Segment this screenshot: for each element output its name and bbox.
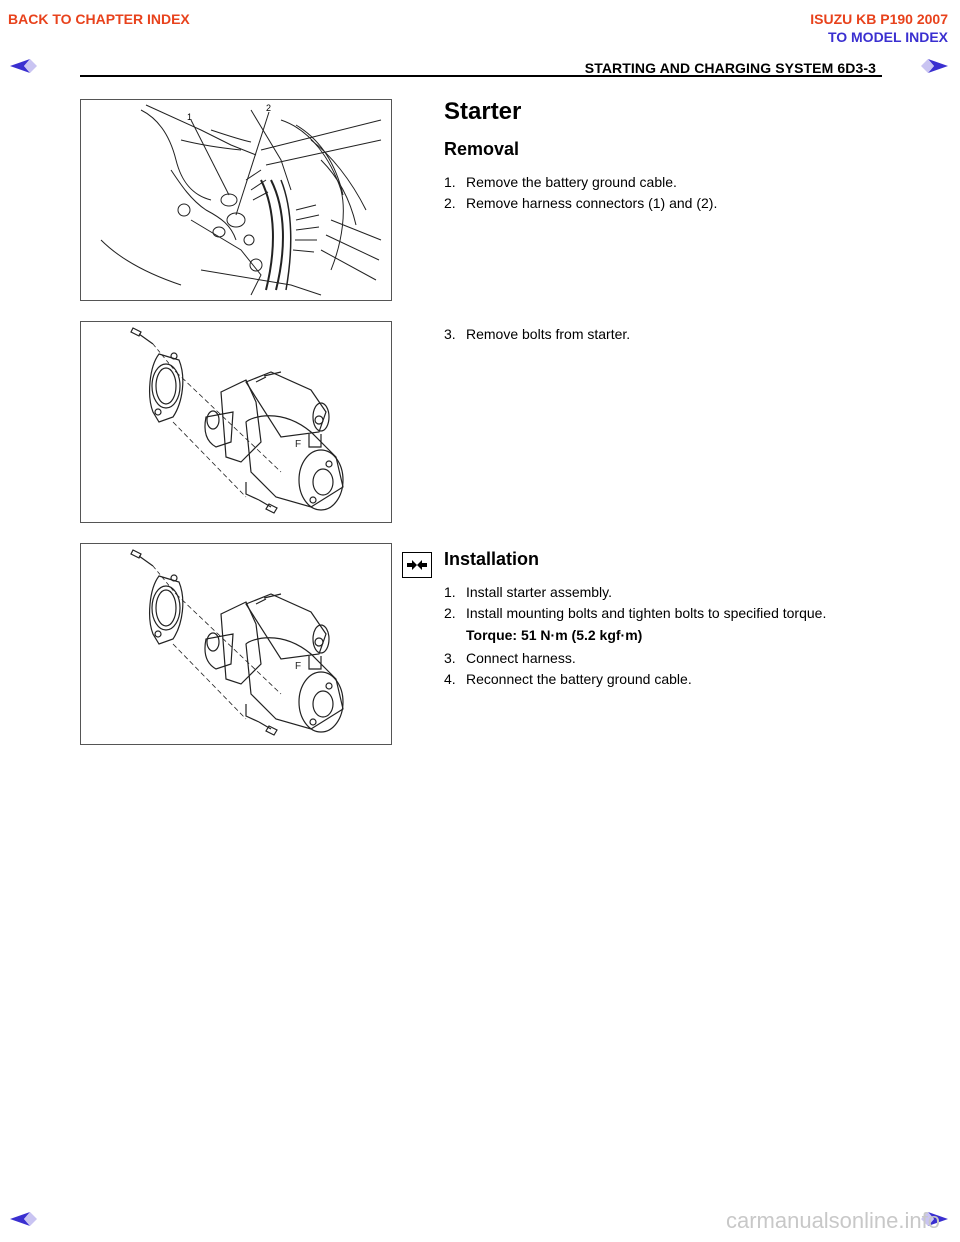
step-text: Install starter assembly. <box>466 584 613 600</box>
starter-motor-install-illustration <box>81 544 391 744</box>
removal-step-3 <box>444 326 630 342</box>
installation-step-1 <box>444 584 612 600</box>
removal-step-2 <box>444 195 717 211</box>
model-title-link[interactable]: ISUZU KB P190 2007 <box>810 11 948 27</box>
step-number: 3. <box>444 326 456 342</box>
step-text: Reconnect the battery ground cable. <box>466 671 692 687</box>
installation-step-3 <box>444 650 576 666</box>
removal-heading: Removal <box>444 139 520 159</box>
step-text: Remove the battery ground cable. <box>466 174 677 190</box>
removal-step-1 <box>444 174 677 190</box>
header-divider <box>80 75 882 77</box>
step-text: Install mounting bolts and tighten bolts to specified torque. <box>466 605 827 621</box>
step-number: 2. <box>444 195 456 211</box>
install-arrows-icon <box>402 552 432 578</box>
back-to-chapter-index-link[interactable]: BACK TO CHAPTER INDEX <box>8 11 190 27</box>
step-number: 4. <box>444 671 456 687</box>
figure-label-2: 2 <box>266 103 272 113</box>
step-text: Remove harness connectors (1) and (2). <box>466 195 718 211</box>
watermark: carmanualsonline.info <box>725 1208 940 1233</box>
step-text: Remove bolts from starter. <box>466 326 631 342</box>
step-number: 1. <box>444 174 456 190</box>
installation-heading: Installation <box>444 549 540 569</box>
step-number: 3. <box>444 650 456 666</box>
engine-bay-illustration <box>81 100 391 300</box>
svg-text:F: F <box>295 661 302 672</box>
running-header: STARTING AND CHARGING SYSTEM 6D3-3 <box>584 60 876 76</box>
to-model-index-link[interactable]: TO MODEL INDEX <box>827 29 948 45</box>
prev-page-bottom-left-arrow-icon[interactable] <box>8 1210 38 1228</box>
installation-step-4 <box>444 671 692 687</box>
removal-figure-connectors <box>80 99 392 301</box>
starter-motor-illustration <box>81 322 391 522</box>
step-text: Connect harness. <box>466 650 576 666</box>
removal-figure-starter-bolts <box>80 321 392 523</box>
next-page-right-arrow-icon[interactable] <box>920 57 950 75</box>
step-number: 1. <box>444 584 456 600</box>
prev-page-left-arrow-icon[interactable] <box>8 57 38 75</box>
step-number: 2. <box>444 605 456 621</box>
section-title-starter: Starter <box>444 98 522 125</box>
svg-text:F: F <box>295 439 302 450</box>
installation-step-2 <box>444 605 826 621</box>
figure-label-1: 1 <box>187 112 193 122</box>
torque-spec: Torque: 51 N·m (5.2 kgf·m) <box>466 627 643 643</box>
installation-figure-starter <box>80 543 392 745</box>
